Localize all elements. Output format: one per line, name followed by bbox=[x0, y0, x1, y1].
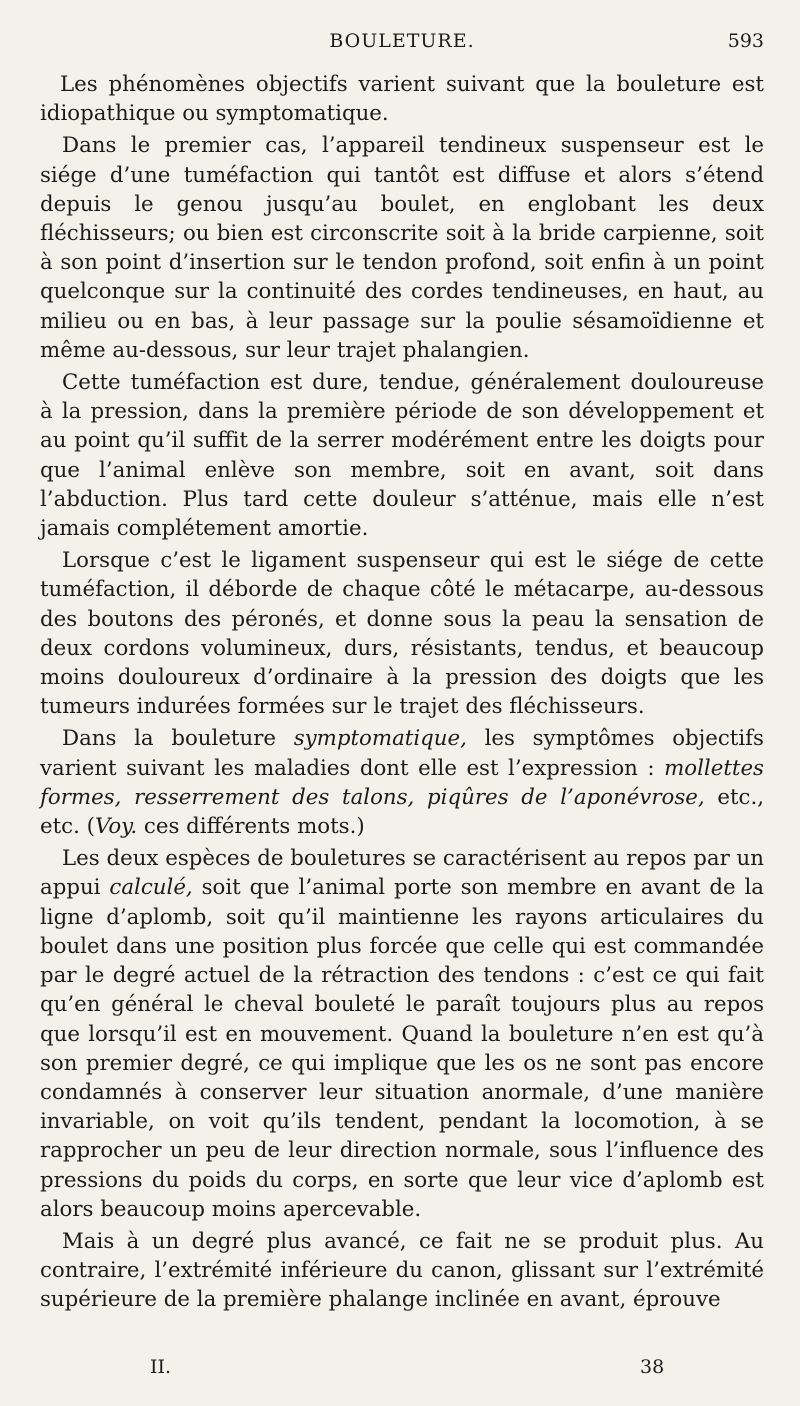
text-run: les symptômes objectifs varient suivant les maladies dont elle est l’expression : bbox=[40, 726, 764, 781]
text-run: Dans le premier cas, l’appareil tendineux suspenseur est le siége d’une tuméfaction qui tantôt est diffuse et alors s’étend depuis le genou jusqu’au boulet, en englobant les deux fléchisseurs; ou bien est circonscrite soit à la bride carpienne, soit à son point d’insertion sur le tendon profond, soit enfin à un point quelconque sur la continuité des cordes tendineuses, en haut, au milieu ou en bas, à leur passage sur la poulie sésamoïdienne et même au-dessous, sur leur trajet phalangien. bbox=[40, 133, 764, 363]
text-run: Les deux espèces de bouletures se caractérisent au repos par un appui bbox=[40, 846, 764, 901]
body-text bbox=[40, 70, 764, 1315]
italic-text: mollettes formes, resserrement des talons, piqûres de l’aponévrose, bbox=[40, 755, 764, 810]
text-run: Les phénomènes objectifs varient suivant que la bouleture est idiopathique ou symptomatique. bbox=[40, 72, 764, 127]
paragraph bbox=[40, 844, 764, 1224]
text-run: Lorsque c’est le ligament suspenseur qui est le siége de cette tuméfaction, il déborde de chaque côté le métacarpe, au-dessous des boutons des péronés, et donne sous la peau la sensation de deux cordons volumineux, durs, résistants, tendus, et beaucoup moins douloureux d’ordinaire à la pression des doigts que les tumeurs indurées formées sur le trajet des fléchisseurs. bbox=[40, 548, 764, 720]
paragraph bbox=[40, 1227, 764, 1315]
signature-mark: II. bbox=[150, 1356, 172, 1378]
text-run: ces différents mots.) bbox=[137, 814, 365, 840]
italic-text: symptomatique, bbox=[293, 726, 467, 752]
running-title: BOULETURE. bbox=[329, 30, 475, 52]
text-run: Mais à un degré plus avancé, ce fait ne se produit plus. Au contraire, l’extrémité inférieure du canon, glissant sur l’extrémité supérieure de la première phalange inclinée en avant, éprouve bbox=[40, 1228, 764, 1313]
text-run: Dans la bouleture bbox=[62, 726, 294, 752]
italic-text: calculé, bbox=[109, 875, 193, 901]
sheet-number: 38 bbox=[640, 1356, 665, 1378]
paragraph bbox=[40, 368, 764, 543]
text-run: soit que l’animal porte son membre en avant de la ligne d’aplomb, soit qu’il maintienne les rayons articulaires du boulet dans une position plus forcée que celle qui est commandée par le degré actuel de la rétraction des tendons : c’est ce qui fait qu’en général le cheval bouleté le paraît toujours plus au repos que lorsqu’il est en mouvement. Quand la bouleture n’en est qu’à son premier degré, ce qui implique que les os ne sont pas encore condamnés à conserver leur situation anormale, d’une manière invariable, on voit qu’ils tendent, pendant la locomotion, à se rapprocher un peu de leur direction normale, sous l’influence des pressions du poids du corps, en sorte que leur vice d’aplomb est alors beaucoup moins apercevable. bbox=[40, 875, 764, 1222]
paragraph bbox=[40, 724, 764, 841]
text-run: etc., etc. ( bbox=[40, 784, 764, 840]
page-number: 593 bbox=[727, 30, 764, 52]
page-footer bbox=[40, 1356, 764, 1386]
paragraph bbox=[40, 70, 764, 128]
paragraph bbox=[40, 131, 764, 365]
italic-text: Voy. bbox=[94, 814, 138, 840]
paragraph bbox=[40, 546, 764, 721]
text-run: Cette tuméfaction est dure, tendue, généralement douloureuse à la pression, dans la première période de son développement et au point qu’il suffit de la serrer modérément entre les doigts pour que l’animal enlève son membre, soit en avant, soit dans l’abduction. Plus tard cette douleur s’atténue, mais elle n’est jamais complétement amortie. bbox=[40, 370, 764, 542]
running-head bbox=[40, 30, 764, 56]
